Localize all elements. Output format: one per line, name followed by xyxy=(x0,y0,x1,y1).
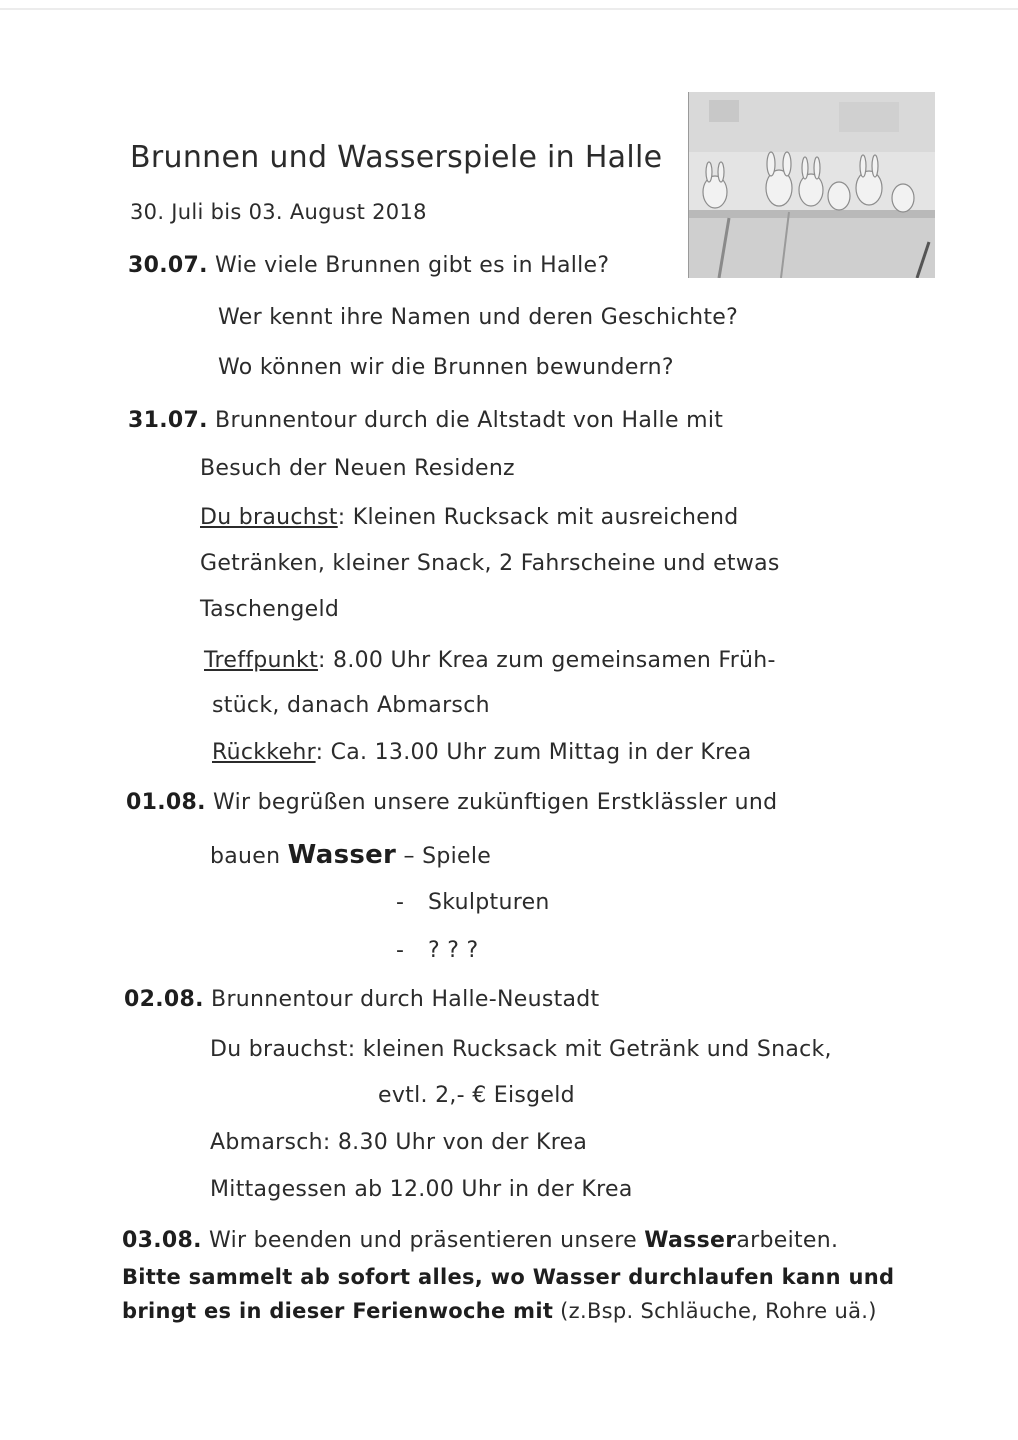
fountain-figures-photo xyxy=(688,92,935,278)
water-word: Wasser xyxy=(644,1228,737,1253)
day-3-departure: Abmarsch: 8.30 Uhr von der Krea xyxy=(210,1130,588,1155)
day-1-line-1 xyxy=(128,408,723,433)
meet-label: Treffpunkt xyxy=(204,648,319,673)
day-3-need: Du brauchst: kleinen Rucksack mit Getränk und Snack, xyxy=(210,1037,832,1062)
day-2-line-1 xyxy=(126,790,777,815)
note-bold: bringt es in dieser Ferienwoche mit xyxy=(122,1299,554,1323)
day-3-need-line-2: evtl. 2,- € Eisgeld xyxy=(378,1083,575,1108)
day-1-meet-line-2: stück, danach Abmarsch xyxy=(212,693,490,718)
day-0-line-2: Wer kennt ihre Namen und deren Geschichte? xyxy=(218,305,739,330)
day-text: Brunnentour durch Halle-Neustadt xyxy=(211,987,600,1012)
day-2-line-2 xyxy=(210,840,491,870)
need-label: Du brauchst xyxy=(200,505,338,530)
day-0-line-3: Wo können wir die Brunnen bewundern? xyxy=(218,355,674,380)
line-pre: Wir beenden und präsentieren unsere xyxy=(209,1228,645,1253)
photo-illustration xyxy=(689,92,935,278)
day-date: 02.08. xyxy=(124,987,204,1012)
day-date: 01.08. xyxy=(126,790,206,815)
line-post: arbeiten. xyxy=(736,1228,839,1253)
water-word: Wasser xyxy=(287,840,397,870)
day-1-need xyxy=(200,505,739,530)
meet-text: : 8.00 Uhr Krea zum gemeinsamen Früh- xyxy=(318,648,776,673)
need-text: : Kleinen Rucksack mit ausreichend xyxy=(337,505,739,530)
day-1-need-line-2: Getränken, kleiner Snack, 2 Fahrscheine und etwas xyxy=(200,551,780,576)
return-text: : Ca. 13.00 Uhr zum Mittag in der Krea xyxy=(315,740,752,765)
day-text: Wie viele Brunnen gibt es in Halle? xyxy=(215,253,610,278)
list-dash-1: - xyxy=(396,890,405,915)
note-rest: (z.Bsp. Schläuche, Rohre uä.) xyxy=(553,1299,877,1323)
day-1-need-line-3: Taschengeld xyxy=(200,597,340,622)
day-4-line-1 xyxy=(122,1228,838,1253)
document-title: Brunnen und Wasserspiele in Halle xyxy=(130,140,663,175)
day-1-line-2: Besuch der Neuen Residenz xyxy=(200,456,515,481)
line-pre: bauen xyxy=(210,844,288,869)
day-0-line-1 xyxy=(128,253,609,278)
collection-note-2 xyxy=(122,1299,877,1323)
day-1-return xyxy=(212,740,752,765)
day-1-meet xyxy=(204,648,776,673)
list-item-unknown: ? ? ? xyxy=(428,938,479,963)
day-3-lunch: Mittagessen ab 12.00 Uhr in der Krea xyxy=(210,1177,633,1202)
day-date: 31.07. xyxy=(128,408,208,433)
list-item-sculptures: Skulpturen xyxy=(428,890,550,915)
date-range: 30. Juli bis 03. August 2018 xyxy=(130,200,427,224)
line-post: – Spiele xyxy=(396,844,492,869)
day-date: 03.08. xyxy=(122,1228,202,1253)
day-date: 30.07. xyxy=(128,253,208,278)
collection-note-1: Bitte sammelt ab sofort alles, wo Wasser durchlaufen kann und xyxy=(122,1265,895,1289)
list-dash-2: - xyxy=(396,938,405,963)
day-3-line-1 xyxy=(124,987,599,1012)
day-text: Wir begrüßen unsere zukünftigen Erstklässler und xyxy=(213,790,778,815)
return-label: Rückkehr xyxy=(212,740,316,765)
page-top-edge xyxy=(0,8,1018,10)
day-text: Brunnentour durch die Altstadt von Halle mit xyxy=(215,408,724,433)
